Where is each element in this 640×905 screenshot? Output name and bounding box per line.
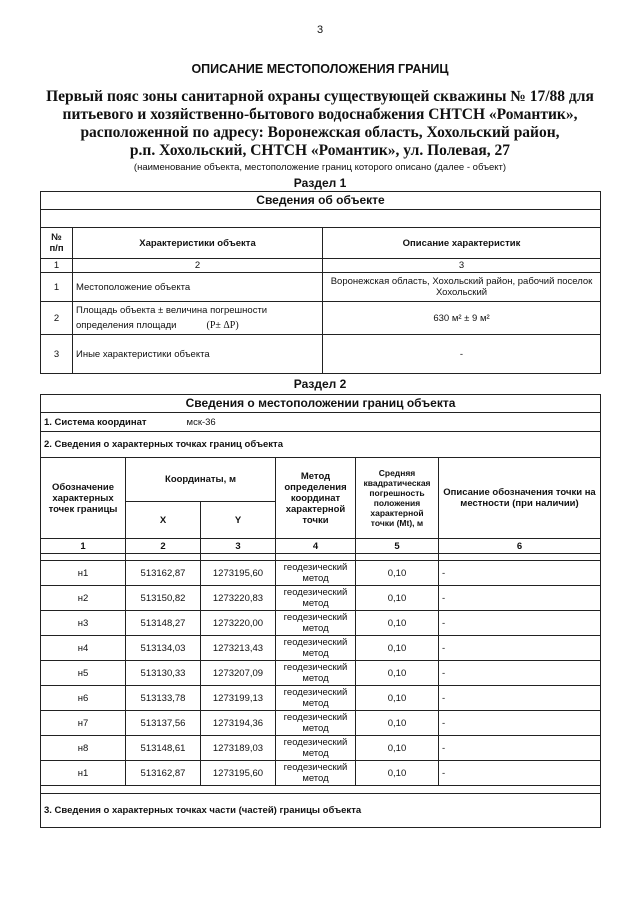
section1-table <box>40 191 601 374</box>
section2-table <box>40 394 601 828</box>
point-method: геодезический метод <box>276 761 356 786</box>
point-x: 513134,03 <box>126 636 201 661</box>
point-mt: 0,10 <box>356 661 439 686</box>
point-y: 1273189,03 <box>201 736 276 761</box>
point-mt: 0,10 <box>356 686 439 711</box>
object-description-line: р.п. Хохольский, СНТСН «Романтик», ул. Полевая, 27 <box>129 142 511 159</box>
row-char-line2 <box>76 320 319 331</box>
point-mt: 0,10 <box>356 636 439 661</box>
point-name: н5 <box>41 661 126 686</box>
object-description <box>40 88 600 160</box>
point-desc: - <box>439 661 601 686</box>
point-y: 1273195,60 <box>201 761 276 786</box>
point-method: геодезический метод <box>276 561 356 586</box>
point-mt: 0,10 <box>356 586 439 611</box>
coord-system-value: мск-36 <box>186 416 216 428</box>
section2-header: Сведения о местоположении границ объекта <box>41 395 601 413</box>
section1-header: Сведения об объекте <box>41 192 601 210</box>
point-x: 513137,56 <box>126 711 201 736</box>
index-cell: 3 <box>323 259 601 273</box>
area-formula: (P± ΔP) <box>206 320 239 331</box>
object-note: (наименование объекта, местоположение границ которого описано (далее - объект) <box>133 162 507 173</box>
table-row <box>41 636 601 661</box>
index-cell: 5 <box>356 539 439 554</box>
points-header: 2. Сведения о характерных точках границ объекта <box>41 432 601 458</box>
point-desc: - <box>439 761 601 786</box>
point-name: н3 <box>41 611 126 636</box>
col-char-header: Характеристики объекта <box>73 228 323 259</box>
table-row <box>41 736 601 761</box>
point-method: геодезический метод <box>276 711 356 736</box>
table-row <box>41 335 601 374</box>
index-cell: 1 <box>41 539 126 554</box>
point-name: н6 <box>41 686 126 711</box>
point-name: н8 <box>41 736 126 761</box>
col-num-header: № п/п <box>41 228 73 259</box>
row-char-line: Площадь объекта ± величина погрешности <box>76 305 268 316</box>
col-method-header: Метод определения координат характерной точки <box>276 458 356 539</box>
row-char: Иные характеристики объекта <box>73 335 323 374</box>
document-title: ОПИСАНИЕ МЕСТОПОЛОЖЕНИЯ ГРАНИЦ <box>191 62 449 76</box>
object-description-line: питьевого и хозяйственно-бытового водоснабжения СНТСН «Романтик», <box>62 106 578 123</box>
object-description-line: расположенной по адресу: Воронежская область, Хохольский район, <box>80 124 560 141</box>
index-cell: 4 <box>276 539 356 554</box>
col-designation-header: Обозначение характерных точек границы <box>41 458 126 539</box>
index-cell: 6 <box>439 539 601 554</box>
index-cell: 1 <box>41 259 73 273</box>
col-coords-header: Координаты, м <box>126 458 276 502</box>
table-row <box>41 586 601 611</box>
point-y: 1273195,60 <box>201 561 276 586</box>
page-number: 3 <box>316 24 324 36</box>
point-name: н1 <box>41 561 126 586</box>
point-method: геодезический метод <box>276 586 356 611</box>
point-method: геодезический метод <box>276 736 356 761</box>
point-mt: 0,10 <box>356 561 439 586</box>
point-x: 513150,82 <box>126 586 201 611</box>
object-description-line: Первый пояс зоны санитарной охраны существующей скважины № 17/88 для <box>46 88 594 105</box>
point-method: геодезический метод <box>276 686 356 711</box>
table-row <box>41 611 601 636</box>
point-mt: 0,10 <box>356 711 439 736</box>
point-y: 1273213,43 <box>201 636 276 661</box>
point-desc: - <box>439 586 601 611</box>
point-name: н2 <box>41 586 126 611</box>
point-desc: - <box>439 611 601 636</box>
section1-spacer <box>41 210 601 228</box>
point-x: 513130,33 <box>126 661 201 686</box>
point-desc: - <box>439 711 601 736</box>
row-num: 1 <box>41 273 73 302</box>
row-char: Местоположение объекта <box>73 273 323 302</box>
point-x: 513133,78 <box>126 686 201 711</box>
point-y: 1273199,13 <box>201 686 276 711</box>
col-x-header: X <box>126 502 201 539</box>
point-y: 1273194,36 <box>201 711 276 736</box>
point-y: 1273220,00 <box>201 611 276 636</box>
parts-header: 3. Сведения о характерных точках части (частей) границы объекта <box>41 794 601 828</box>
row-desc: 630 м² ± 9 м² <box>323 302 601 335</box>
section1-label: Раздел 1 <box>293 176 347 190</box>
index-cell: 2 <box>73 259 323 273</box>
point-name: н7 <box>41 711 126 736</box>
col-y-header: Y <box>201 502 276 539</box>
point-x: 513148,27 <box>126 611 201 636</box>
coord-system-label: 1. Система координат <box>44 416 147 428</box>
point-x: 513148,61 <box>126 736 201 761</box>
point-method: геодезический метод <box>276 636 356 661</box>
table-row <box>41 561 601 586</box>
point-mt: 0,10 <box>356 736 439 761</box>
point-x: 513162,87 <box>126 761 201 786</box>
point-y: 1273220,83 <box>201 586 276 611</box>
row-num: 2 <box>41 302 73 335</box>
point-x: 513162,87 <box>126 561 201 586</box>
table-row <box>41 711 601 736</box>
table-row <box>41 761 601 786</box>
point-method: геодезический метод <box>276 661 356 686</box>
table-row <box>41 302 601 335</box>
table-row <box>41 686 601 711</box>
point-desc: - <box>439 736 601 761</box>
point-y: 1273207,09 <box>201 661 276 686</box>
col-desc-header: Описание характеристик <box>323 228 601 259</box>
point-desc: - <box>439 686 601 711</box>
table-row <box>41 661 601 686</box>
point-mt: 0,10 <box>356 761 439 786</box>
row-char-text: определения площади <box>76 320 177 331</box>
coord-system-row <box>41 413 601 432</box>
point-method: геодезический метод <box>276 611 356 636</box>
point-name: н1 <box>41 761 126 786</box>
index-cell: 3 <box>201 539 276 554</box>
point-desc: - <box>439 561 601 586</box>
row-desc: Воронежская область, Хохольский район, рабочий поселок Хохольский <box>323 273 601 302</box>
index-cell: 2 <box>126 539 201 554</box>
section2-label: Раздел 2 <box>293 377 347 391</box>
col-accuracy-header: Средняя квадратическая погрешность положения характерной точки (Mt), м <box>356 458 439 539</box>
table-row <box>41 273 601 302</box>
row-num: 3 <box>41 335 73 374</box>
point-mt: 0,10 <box>356 611 439 636</box>
point-desc: - <box>439 636 601 661</box>
row-desc: - <box>323 335 601 374</box>
col-desc-header: Описание обозначения точки на местности (при наличии) <box>439 458 601 539</box>
row-char <box>73 302 323 335</box>
point-name: н4 <box>41 636 126 661</box>
